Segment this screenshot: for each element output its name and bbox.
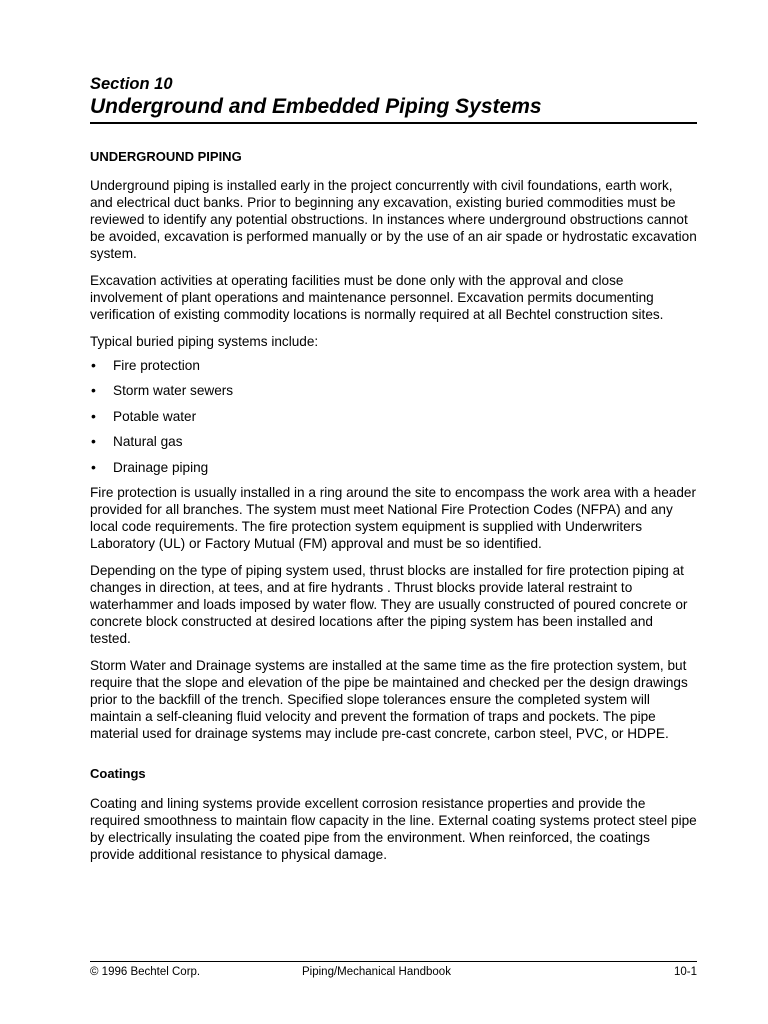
- list-item-label: Storm water sewers: [113, 383, 234, 399]
- page-content: [90, 74, 697, 873]
- bullet-icon: •: [91, 357, 96, 373]
- bullet-icon: •: [91, 382, 96, 399]
- footer-book-title: Piping/Mechanical Handbook: [302, 966, 451, 978]
- underground-paragraph-3: Typical buried piping systems include:: [90, 334, 319, 349]
- list-item-label: Natural gas: [113, 434, 183, 450]
- footer-copyright: © 1996 Bechtel Corp.: [90, 966, 201, 978]
- underground-piping-heading: UNDERGROUND PIPING: [90, 149, 242, 164]
- coatings-paragraph: Coating and lining systems provide excellent corrosion resistance properties and provide the required smoothness to maintain flow capacity in the line. External coating systems protect steel pipe by electrically insulating the coated pipe from the environment. When reinforced, the coatings provide additional resistance to physical damage.: [90, 795, 697, 862]
- section-label: Section 10: [90, 75, 173, 93]
- thrust-blocks-paragraph: Depending on the type of piping system used, thrust blocks are installed for fire protection piping at changes in direction, at tees, and at fire hydrants . Thrust blocks provide lateral restraint to waterhammer and loads imposed by water flow. They are usually constructed of poured concrete or concrete block constructed at desired locations after the piping system has been installed and tested.: [90, 562, 688, 646]
- fire-protection-paragraph: Fire protection is usually installed in a ring around the site to encompass the work area with a header provided for all branches. The system must meet National Fire Protection Codes (NFPA) and any local code requirements. The fire protection system equipment is supplied with Underwriters Laboratory (UL) or Factory Mutual (FM) approval and must be so identified.: [90, 484, 697, 551]
- page-footer: [90, 961, 697, 978]
- list-item: [90, 357, 697, 374]
- list-item-label: Fire protection: [113, 358, 200, 373]
- list-item: [90, 433, 697, 450]
- underground-paragraph-1: Underground piping is installed early in the project concurrently with civil foundations, earth work, and electrical duct banks. Prior to beginning any excavation, existing buried commodities must be reviewed to identify any potential obstructions. In instances where underground obstructions cannot be avoided, excavation is performed manually or by the use of an air spade or hydrostatic excavation system.: [90, 178, 697, 261]
- list-item: [90, 459, 697, 476]
- bullet-icon: •: [91, 407, 96, 424]
- underground-paragraph-2: Excavation activities at operating facilities must be done only with the approval and close involvement of plant operations and maintenance personnel. Excavation permits documenting verification of existing commodity locations is normally required at all Bechtel construction sites.: [90, 273, 664, 322]
- buried-systems-list: [90, 357, 697, 476]
- list-item: [90, 382, 697, 399]
- bullet-icon: •: [91, 458, 96, 475]
- page-title: Underground and Embedded Piping Systems: [90, 94, 697, 124]
- storm-water-paragraph: Storm Water and Drainage systems are installed at the same time as the fire protection system, but require that the slope and elevation of the pipe be maintained and checked per the design drawings prior to the backfill of the trench. Specified slope tolerances ensure the completed system will maintain a self-cleaning fluid velocity and prevent the formation of traps and pockets. The pipe material used for drainage systems may include pre-cast concrete, carbon steel, PVC, or HDPE.: [90, 657, 688, 741]
- coatings-heading: Coatings: [90, 765, 146, 781]
- bullet-icon: •: [91, 433, 96, 450]
- list-item: [90, 408, 697, 425]
- footer-page-number: 10-1: [673, 966, 697, 978]
- list-item-label: Drainage piping: [113, 459, 209, 475]
- list-item-label: Potable water: [113, 408, 197, 424]
